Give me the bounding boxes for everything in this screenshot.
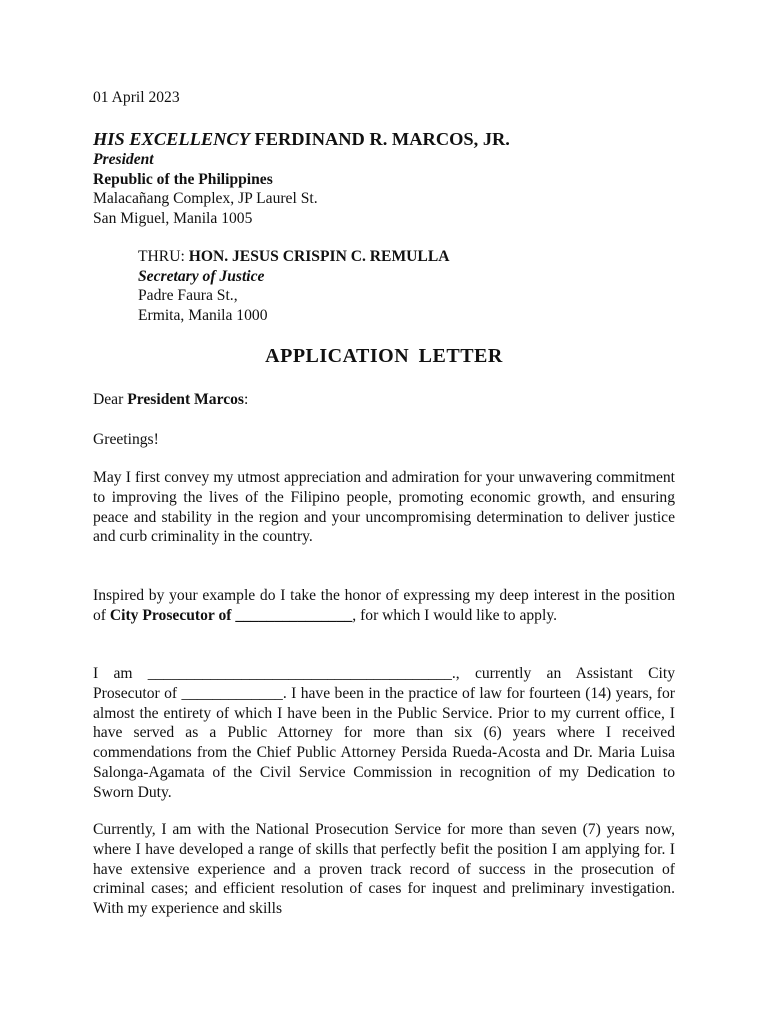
salutation-name: President Marcos [127, 391, 244, 408]
paragraph-interest-text-1: Inspired by your example do I take the honor of expressing my deep interest in the position of [93, 587, 675, 624]
addressee-block [93, 128, 693, 228]
paragraph-background: I am _______________________________________., currently an Assistant City Prosecutor of _____________. I have been in the practice of law for fourteen (14) years, for almost the entirety of which I have been in the Public Service. Prior to my current office, I have served as a Public Attorney for more than six (6) years where I received commendations from the Chief Public Attorney Persida Rueda-Acosta and Dr. Maria Luisa Salonga-Agamata of the Civil Service Commission in recognition of my Dedication to Sworn Duty. [93, 665, 675, 801]
addressee-name: FERDINAND R. MARCOS, JR. [254, 129, 510, 149]
addressee-address-line-1: Malacañang Complex, JP Laurel St. [93, 190, 318, 208]
thru-block [138, 247, 698, 325]
greeting: Greetings! [93, 431, 159, 448]
salutation-prefix: Dear [93, 391, 128, 408]
thru-prefix: THRU: [138, 248, 185, 265]
paragraph-experience: Currently, I am with the National Prosecution Service for more than seven (7) years now, where I have developed a range of skills that perfectly befit the position I am applying for. I have extensive experience and a proven track record of success in the prosecution of criminal cases; and efficient resolution of cases for inquest and preliminary investigation. With my experience and skills [93, 821, 675, 918]
addressee-org: Republic of the Philippines [93, 170, 273, 188]
paragraph-interest-position: City Prosecutor of _______________ [109, 606, 353, 624]
addressee-name-line [93, 128, 693, 150]
salutation-suffix: : [244, 391, 249, 408]
thru-address-line-1: Padre Faura St., [138, 287, 238, 305]
letter-date: 01 April 2023 [93, 89, 180, 106]
thru-address-line-2: Ermita, Manila 1000 [138, 306, 268, 324]
paragraph-appreciation: May I first convey my utmost appreciation and admiration for your unwavering commitment to improving the lives of the Filipino people, promoting economic growth, and ensuring peace and stability in the region and your uncompromising determination to deliver justice and curb criminality in the country. [93, 469, 675, 546]
addressee-address-line-2: San Miguel, Manila 1005 [93, 209, 253, 227]
salutation [93, 390, 248, 410]
thru-name: HON. JESUS CRISPIN C. REMULLA [188, 248, 450, 265]
addressee-honorific: HIS EXCELLENCY [93, 129, 250, 149]
paragraph-interest [93, 586, 675, 626]
thru-title: Secretary of Justice [138, 267, 265, 285]
letter-title: APPLICATION LETTER [265, 345, 503, 367]
addressee-title: President [93, 151, 154, 168]
paragraph-interest-text-2: , for which I would like to apply. [352, 606, 557, 624]
thru-name-line [138, 247, 698, 267]
